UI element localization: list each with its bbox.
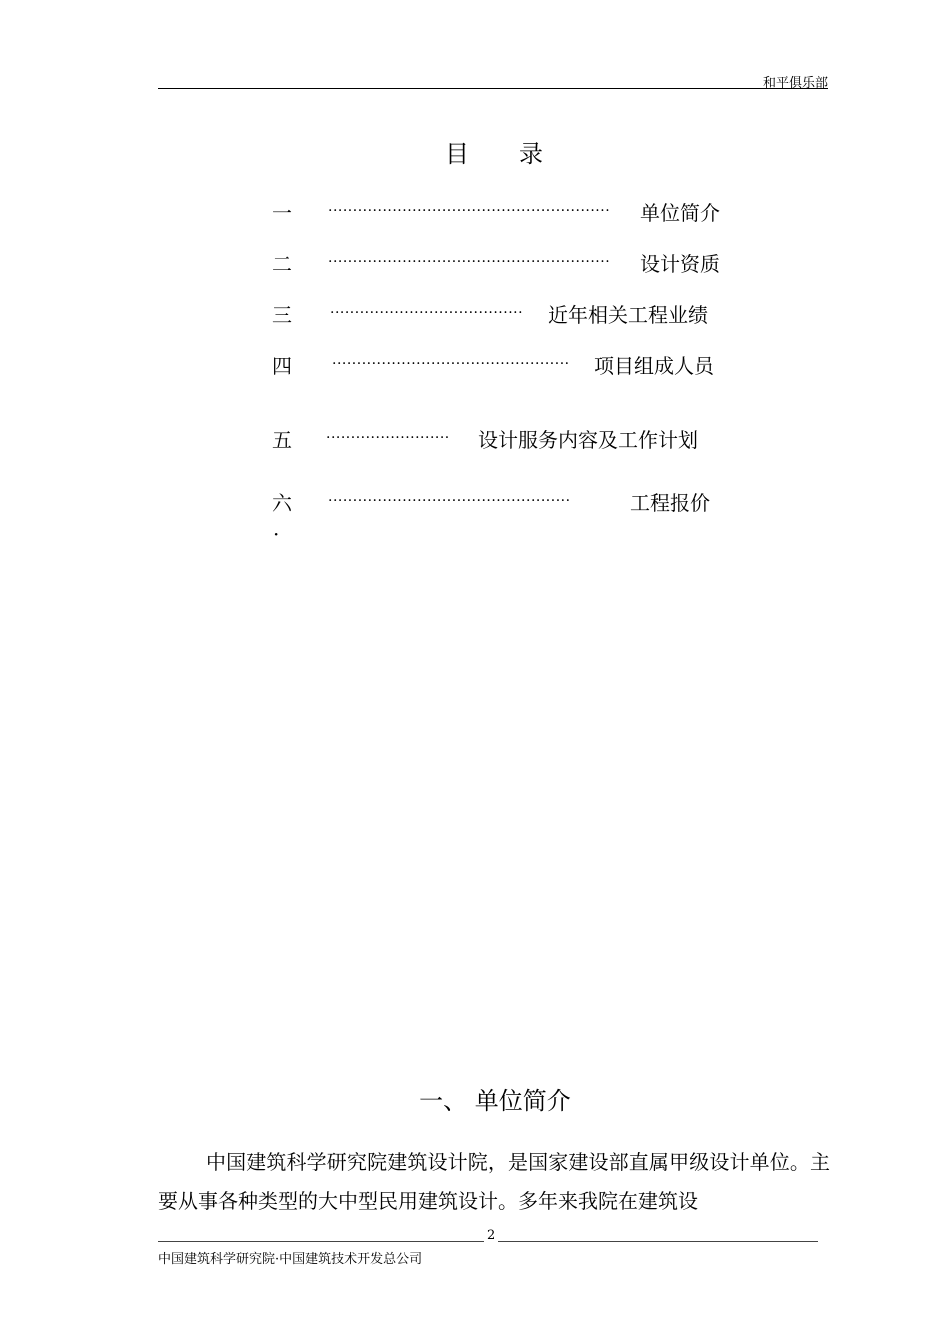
toc-item-num: 三 [272,303,292,327]
footer-text: 中国建筑科学研究院·中国建筑技术开发总公司 [158,1252,423,1267]
toc-item-dots: ················································ [332,356,570,372]
header-rule [158,88,828,89]
body-paragraph: 中国建筑科学研究院建筑设计院，是国家建设部直属甲级设计单位。主要从事各种类型的大中型民用建筑设计。多年来我院在建筑设 [158,1150,830,1213]
toc-item-dots: ························································· [328,254,611,270]
toc-item-label: 工程报价 [630,491,710,515]
toc-item-dots: ······································· [330,305,524,321]
toc-item-dots: ························································· [328,203,611,219]
header-text: 和平俱乐部 [762,76,828,91]
toc-item-label: 项目组成人员 [594,354,714,378]
toc-item-num: 六 [272,491,292,515]
toc-item-label: 近年相关工程业绩 [548,303,708,327]
section-heading: 一、 单位简介 [419,1087,571,1115]
toc-item-num: 一 [272,201,292,225]
toc-item-label: 单位简介 [640,201,720,225]
toc-item-num: 二 [272,252,292,276]
footer-rule-right [498,1241,818,1242]
toc-item-dots: ························· [326,430,450,446]
toc-item-dots: ················································· [328,493,571,509]
toc-title-left: 目 [445,140,471,168]
toc-title-right: 录 [519,140,545,168]
toc-item-label: 设计资质 [640,252,720,276]
footer-rule-left [158,1241,484,1242]
toc-item-num: 五 [272,428,292,452]
toc-item-num: 四 [272,354,292,378]
stray-dot: · [273,522,280,546]
toc-item-label: 设计服务内容及工作计划 [478,428,698,452]
page-number: 2 [487,1228,496,1243]
toc-title [0,134,950,169]
